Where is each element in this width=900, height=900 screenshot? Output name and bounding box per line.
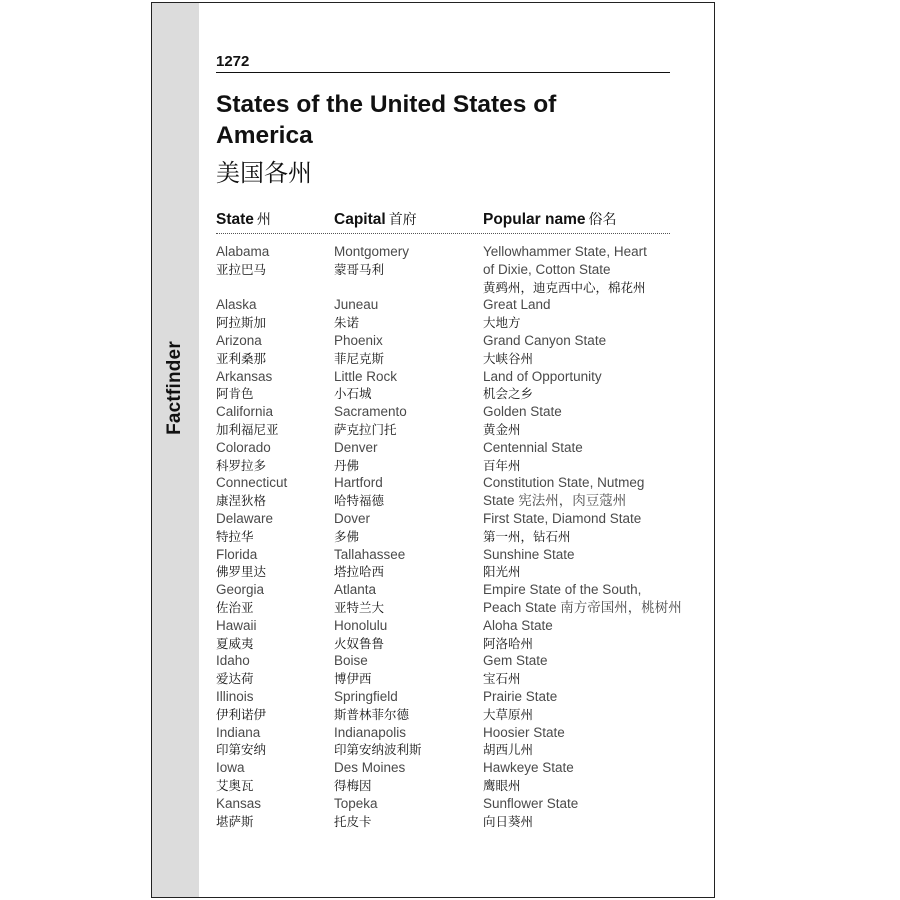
popular-name-line: 阿洛哈州 (483, 635, 534, 651)
capital-name: Springfield (334, 688, 398, 704)
popular-name-line: Centennial State (483, 439, 583, 455)
capital-cell (334, 688, 479, 724)
popular-name-line: Grand Canyon State (483, 332, 607, 348)
state-name-zh: 特拉华 (216, 528, 254, 544)
popular-name-line: 胡西儿州 (483, 742, 534, 758)
capital-name: Atlanta (334, 582, 377, 598)
table-row (216, 617, 670, 653)
state-name-zh: 康涅狄格 (216, 493, 267, 509)
capital-cell (334, 403, 479, 439)
popular-name-line: Hoosier State (483, 724, 565, 740)
capital-cell (334, 617, 479, 653)
popular-name-cell (483, 510, 678, 546)
capital-name: Boise (334, 653, 368, 669)
popular-name-cell (483, 652, 678, 688)
popular-name-line: 鹰眼州 (483, 777, 521, 793)
capital-name-zh: 博伊西 (334, 671, 372, 687)
table-row (216, 724, 670, 760)
capital-name-zh: 朱诺 (334, 315, 360, 331)
popular-name-cell (483, 243, 678, 296)
capital-name-zh: 塔拉哈西 (334, 564, 385, 580)
header-capital (334, 209, 417, 229)
state-name: Connecticut (216, 475, 288, 491)
popular-name-cell (483, 439, 678, 475)
popular-name-line: Aloha State (483, 617, 553, 633)
state-name: Alaska (216, 297, 257, 313)
popular-name-line: 大地方 (483, 315, 521, 331)
state-name: Alabama (216, 244, 270, 259)
state-name: Indiana (216, 724, 261, 740)
popular-name-line: Empire State of the South, (483, 582, 642, 598)
state-cell (216, 795, 331, 831)
popular-name-cell (483, 581, 682, 617)
popular-name-line: 大峡谷州 (483, 350, 534, 366)
capital-name-zh: 多佛 (334, 528, 360, 544)
state-name-zh: 堪萨斯 (216, 813, 254, 829)
popular-name-cell (483, 795, 678, 831)
popular-name-line: Yellowhammer State, Heart (483, 244, 647, 259)
capital-name-zh: 丹佛 (334, 457, 360, 473)
capital-name-zh: 斯普林菲尔德 (334, 706, 410, 722)
popular-name-line: 阳光州 (483, 564, 521, 580)
state-name-zh: 伊利诺伊 (216, 706, 267, 722)
popular-name-line: of Dixie, Cotton State (483, 261, 611, 277)
popular-name-cell (483, 368, 678, 404)
table-row (216, 581, 682, 617)
popular-name-cell (483, 474, 678, 510)
capital-name-zh: 印第安纳波利斯 (334, 742, 422, 758)
state-name: Arkansas (216, 368, 273, 384)
column-headers (216, 209, 670, 234)
capital-cell (334, 759, 479, 795)
popular-name-cell (483, 332, 678, 368)
popular-name-line: Constitution State, Nutmeg (483, 475, 645, 491)
capital-name: Hartford (334, 475, 383, 491)
state-cell (216, 332, 331, 368)
popular-name-cell (483, 296, 678, 332)
state-name: Delaware (216, 510, 274, 526)
table-row (216, 439, 670, 475)
popular-name-line: Sunshine State (483, 546, 575, 562)
capital-cell (334, 368, 479, 404)
popular-name-line: 第一州，钻石州 (483, 528, 571, 544)
capital-name-zh: 亚特兰大 (334, 599, 385, 615)
header-popular-name (483, 209, 617, 229)
state-cell (216, 296, 331, 332)
popular-name-line: Peach State 南方帝国州，桃树州 (483, 599, 682, 615)
capital-name-zh: 萨克拉门托 (334, 421, 397, 437)
state-name: Arizona (216, 332, 262, 348)
state-name: Illinois (216, 688, 254, 704)
popular-name-line: First State, Diamond State (483, 510, 642, 526)
capital-name-zh: 小石城 (334, 386, 372, 402)
popular-name-line: 黄鹀州，迪克西中心，棉花州 (483, 279, 646, 295)
header-popular-label-zh: 俗名 (588, 212, 617, 228)
capital-name-zh: 哈特福德 (334, 493, 385, 509)
state-cell (216, 724, 331, 760)
capital-name: Tallahassee (334, 546, 406, 562)
capital-cell (334, 795, 479, 831)
capital-cell (334, 296, 479, 332)
table-row (216, 546, 670, 582)
table-row (216, 368, 670, 404)
page-subtitle: 美国各州 (216, 159, 312, 187)
popular-name-line: Land of Opportunity (483, 368, 602, 384)
capital-cell (334, 474, 479, 510)
state-name-zh: 夏威夷 (216, 635, 254, 651)
state-cell (216, 759, 331, 795)
state-name: Florida (216, 546, 258, 562)
popular-name-cell (483, 759, 678, 795)
popular-name-line: 机会之乡 (483, 386, 534, 402)
table-row (216, 759, 670, 795)
state-name-zh: 佐治亚 (216, 599, 254, 615)
table-row (216, 795, 670, 831)
popular-name-line: 黄金州 (483, 421, 521, 437)
popular-name-line: Gem State (483, 653, 548, 669)
capital-name: Denver (334, 439, 378, 455)
state-cell (216, 652, 331, 688)
capital-name-zh: 托皮卡 (334, 813, 372, 829)
capital-name: Honolulu (334, 617, 388, 633)
popular-name-line: Golden State (483, 404, 562, 420)
state-cell (216, 243, 331, 279)
popular-name-cell (483, 403, 678, 439)
popular-name-line: State 宪法州，肉豆蔻州 (483, 493, 627, 509)
state-name-zh: 佛罗里达 (216, 564, 267, 580)
state-name: Hawaii (216, 617, 257, 633)
state-name-zh: 印第安纳 (216, 742, 267, 758)
popular-name-line: Great Land (483, 297, 551, 313)
state-name-zh: 艾奥瓦 (216, 777, 254, 793)
side-label: Factfinder (164, 341, 185, 435)
popular-name-cell (483, 617, 678, 653)
state-name-zh: 亚利桑那 (216, 350, 267, 366)
state-cell (216, 688, 331, 724)
state-cell (216, 617, 331, 653)
state-cell (216, 439, 331, 475)
capital-name: Phoenix (334, 332, 383, 348)
state-name-zh: 爱达荷 (216, 671, 254, 687)
popular-name-line: 大草原州 (483, 706, 534, 722)
state-name: California (216, 404, 274, 420)
capital-name: Dover (334, 510, 371, 526)
state-name: Colorado (216, 439, 271, 455)
capital-name: Topeka (334, 795, 378, 811)
header-capital-label-zh: 首府 (388, 212, 417, 228)
capital-name: Little Rock (334, 368, 398, 384)
capital-name: Montgomery (334, 244, 410, 259)
capital-name: Sacramento (334, 404, 407, 420)
state-name: Iowa (216, 760, 245, 776)
state-name-zh: 亚拉巴马 (216, 261, 267, 277)
table-row (216, 510, 670, 546)
state-name: Georgia (216, 582, 265, 598)
header-state (216, 209, 271, 229)
header-rule (216, 72, 670, 73)
book-page (151, 2, 715, 898)
capital-cell (334, 510, 479, 546)
state-cell (216, 474, 331, 510)
capital-name-zh: 蒙哥马利 (334, 261, 385, 277)
table-row (216, 688, 670, 724)
table-row (216, 243, 670, 296)
state-name-zh: 科罗拉多 (216, 457, 267, 473)
page-title: States of the United States of America (216, 91, 557, 149)
table-row (216, 332, 670, 368)
popular-name-line: 宝石州 (483, 671, 521, 687)
capital-cell (334, 581, 479, 617)
capital-name-zh: 火奴鲁鲁 (334, 635, 385, 651)
state-cell (216, 403, 331, 439)
capital-name: Des Moines (334, 760, 406, 776)
capital-cell (334, 724, 479, 760)
state-cell (216, 546, 331, 582)
capital-name: Juneau (334, 297, 379, 313)
capital-cell (334, 652, 479, 688)
header-capital-label: Capital (334, 211, 386, 228)
state-name-zh: 阿拉斯加 (216, 315, 267, 331)
capital-name: Indianapolis (334, 724, 407, 740)
popular-name-line: 百年州 (483, 457, 521, 473)
state-cell (216, 581, 331, 617)
capital-cell (334, 546, 479, 582)
capital-name-zh: 得梅因 (334, 777, 372, 793)
capital-cell (334, 439, 479, 475)
table-row (216, 652, 670, 688)
state-name: Kansas (216, 795, 262, 811)
popular-name-line: 向日葵州 (483, 813, 534, 829)
table-row (216, 474, 670, 510)
popular-name-cell (483, 546, 678, 582)
table-row (216, 296, 670, 332)
table-row (216, 403, 670, 439)
header-popular-label: Popular name (483, 211, 586, 228)
state-name-zh: 加利福尼亚 (216, 421, 279, 437)
state-name: Idaho (216, 653, 250, 669)
capital-cell (334, 243, 479, 279)
popular-name-line: Prairie State (483, 688, 558, 704)
state-cell (216, 510, 331, 546)
popular-name-line: Hawkeye State (483, 760, 574, 776)
popular-name-cell (483, 688, 678, 724)
popular-name-cell (483, 724, 678, 760)
state-name-zh: 阿肯色 (216, 386, 254, 402)
page-number: 1272 (216, 53, 250, 70)
header-state-label-zh: 州 (256, 212, 271, 228)
side-tab (152, 3, 199, 897)
state-cell (216, 368, 331, 404)
popular-name-line: Sunflower State (483, 795, 579, 811)
states-table (216, 243, 682, 830)
capital-name-zh: 菲尼克斯 (334, 350, 385, 366)
capital-cell (334, 332, 479, 368)
header-state-label: State (216, 211, 254, 228)
